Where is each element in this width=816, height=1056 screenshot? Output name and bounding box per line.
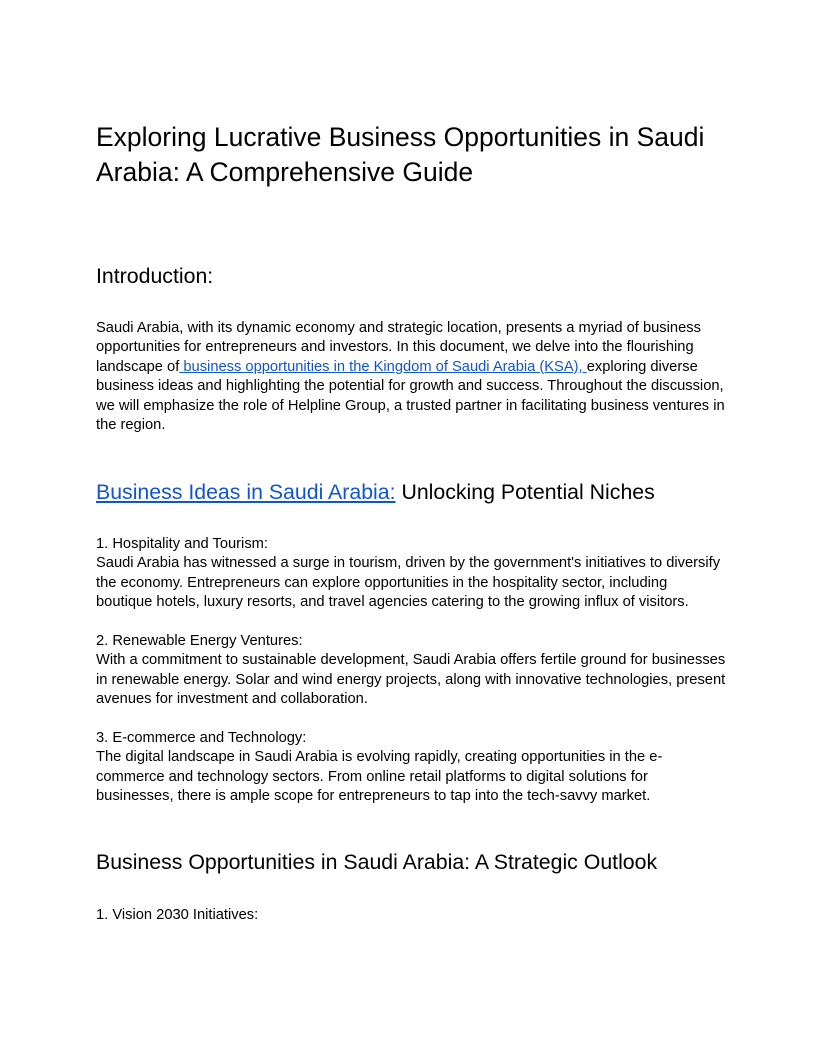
idea-item-3-title: 3. E-commerce and Technology:: [96, 730, 307, 746]
ideas-heading: [96, 478, 655, 506]
idea-item-3: [96, 729, 726, 807]
idea-item-2-title: 2. Renewable Energy Ventures:: [96, 633, 303, 649]
idea-item-3-body: The digital landscape in Saudi Arabia is evolving rapidly, creating opportunities in the e-commerce and technology sectors. From online retail platforms to digital solutions for businesses, there is ample scope for entrepreneurs to tap into the tech-savvy market.: [96, 749, 663, 805]
idea-item-1-body: Saudi Arabia has witnessed a surge in tourism, driven by the government's initiatives to diversify the economy. Entrepreneurs can explore opportunities in the hospitality sector, including boutique hotels, luxury resorts, and travel agencies catering to the growing influx of visitors.: [96, 555, 721, 611]
ksa-opportunities-link[interactable]: business opportunities in the Kingdom of Saudi Arabia (KSA),: [179, 358, 587, 375]
intro-heading: Introduction:: [96, 264, 214, 288]
business-ideas-link[interactable]: Business Ideas in Saudi Arabia:: [96, 480, 396, 504]
outlook-first-item: 1. Vision 2030 Initiatives:: [96, 907, 259, 923]
intro-paragraph: [96, 319, 726, 435]
intro-text-before-link: Saudi Arabia, with its dynamic economy and strategic location, presents a myriad of business opportunities for entrepreneurs and investors. In this document, we delve into the flourishing landscape of: [96, 320, 701, 375]
intro-text-after-link: exploring diverse business ideas and highlighting the potential for growth and success. Throughout the discussion, we will emphasize the role of Helpline Group, a trusted partner in facilitating business ventures in the region.: [96, 358, 725, 434]
idea-item-2: [96, 632, 726, 710]
idea-item-1-title: 1. Hospitality and Tourism:: [96, 536, 268, 552]
idea-item-2-body: With a commitment to sustainable development, Saudi Arabia offers fertile ground for businesses in renewable energy. Solar and wind energy projects, along with innovative technologies, present avenues for investment and collaboration.: [96, 652, 726, 708]
outlook-heading: Business Opportunities in Saudi Arabia: A Strategic Outlook: [96, 850, 658, 874]
document-title: Exploring Lucrative Business Opportunities in Saudi Arabia: A Comprehensive Guide: [96, 122, 705, 187]
ideas-heading-rest: Unlocking Potential Niches: [395, 480, 655, 504]
idea-item-1: [96, 535, 726, 613]
